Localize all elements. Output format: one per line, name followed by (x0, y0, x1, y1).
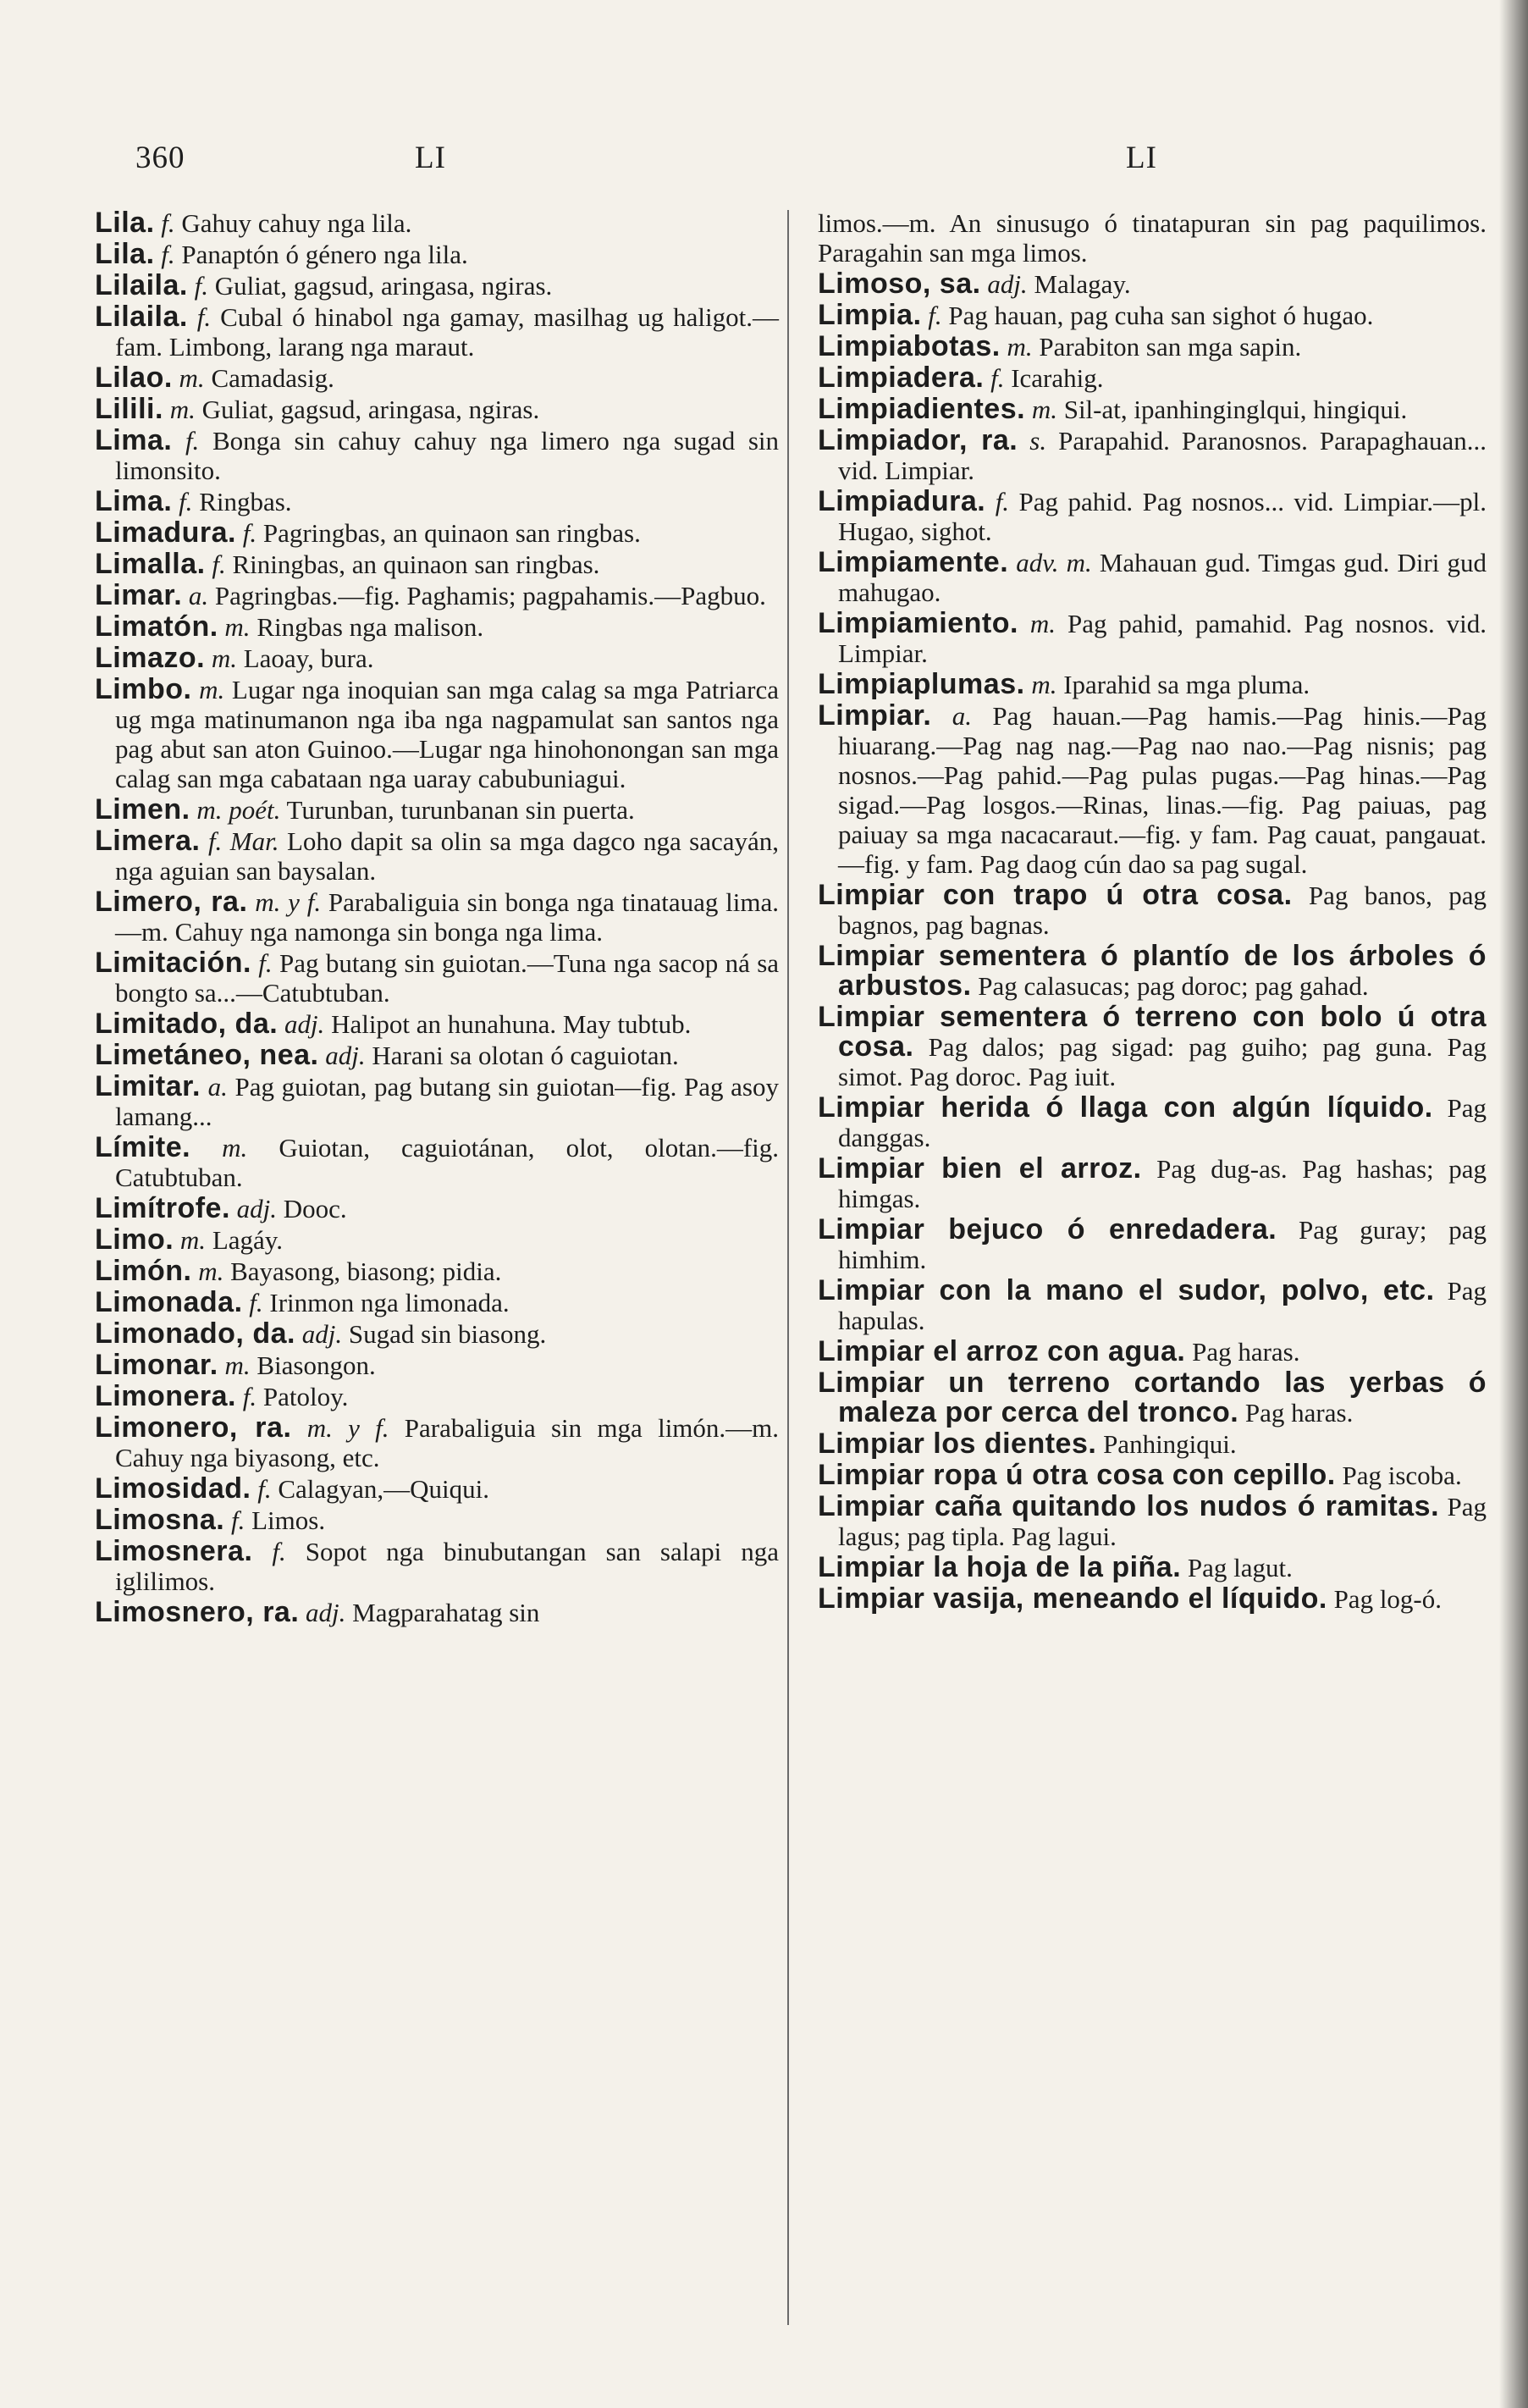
dictionary-entry (95, 826, 779, 886)
entry-headword: Limoso, sa. (818, 268, 981, 300)
dictionary-entry (95, 1319, 779, 1349)
dictionary-entry (95, 1133, 779, 1192)
entry-grammar-abbr: f. (185, 426, 200, 456)
dictionary-entry (95, 240, 779, 269)
entry-headword: Limen. (95, 793, 190, 826)
entry-definition: Pag hauan.—Pag hamis.—Pag hinis.—Pag hiuarang.—Pag nag nag.—Pag nao nao.—Pag nisnis; pag nosnos.—Pag pahid.—Pag pulas pugas.—Pag hinas.—Pag sigad.—Pag losgos.—Rinas, linas.—fig. Pag paiuas, pag paiuay sa mga nacacaraut.—fig. y fam. Pag cauat, pangauat.—fig. y fam. Pag daog cún dao sa pag sugal. (838, 701, 1487, 879)
entry-definition: Guliat, gagsud, aringasa, ngiras. (214, 271, 553, 301)
entry-headword: Lilaila. (95, 269, 188, 301)
entry-definition: Gahuy cahuy nga lila. (181, 208, 412, 238)
entry-headword: Limpiar con trapo ú otra cosa. (818, 879, 1293, 911)
entry-grammar-abbr: adj. (987, 269, 1028, 299)
entry-grammar-abbr: a. (952, 701, 972, 731)
entry-definition: Harani sa olotan ó caguiotan. (372, 1041, 679, 1070)
dictionary-entry (95, 550, 779, 579)
entry-definition: Pag haras. (1244, 1398, 1354, 1428)
entry-grammar-abbr: adj. (325, 1041, 366, 1070)
entry-definition: Pag haras. (1192, 1337, 1300, 1367)
entry-headword: Limpiabotas. (818, 330, 1001, 362)
entry-definition: Panhingiqui. (1103, 1429, 1237, 1459)
entry-headword: Limosna. (95, 1504, 225, 1536)
entry-definition: Pag pahid. Pag nosnos... vid. Limpiar.—pl. Hugao, sighot. (838, 487, 1487, 546)
entry-grammar-abbr: m. y f. (306, 1413, 389, 1443)
entry-headword: Limpiar un terreno cortando las yerbas ó maleza por cerca del tronco. (818, 1367, 1487, 1428)
entry-definition: Lagáy. (212, 1225, 284, 1255)
entry-definition: limos.—m. An sinusugo ó tinatapuran sin pag paquilimos. Paragahin san mga limos. (818, 208, 1487, 268)
entry-headword: Límite. (95, 1131, 191, 1163)
entry-grammar-abbr: f. (928, 301, 942, 330)
dictionary-entry (95, 1505, 779, 1535)
dictionary-entry (95, 1537, 779, 1596)
entry-definition: Mahauan gud. Timgas gud. Diri gud mahugao. (838, 548, 1487, 607)
entry-headword: Limitado, da. (95, 1008, 279, 1040)
entry-grammar-abbr: f. (231, 1505, 245, 1535)
entry-headword: Limonado, da. (95, 1317, 295, 1350)
dictionary-entry (95, 887, 779, 947)
entry-definition: Camadasig. (211, 363, 334, 393)
entry-headword: Limatón. (95, 610, 218, 643)
entry-grammar-abbr: m. (224, 1350, 251, 1380)
dictionary-entry (95, 948, 779, 1008)
entry-headword: Limalla. (95, 548, 206, 580)
entry-grammar-abbr: f. (161, 208, 175, 238)
dictionary-entry (95, 1350, 779, 1380)
entry-grammar-abbr: m. (1031, 670, 1057, 699)
right-column (818, 208, 1487, 1615)
entry-definition: Panaptón ó género nga lila. (181, 240, 468, 269)
page-edge-shadow (1499, 0, 1528, 2408)
entry-headword: Limpiar los dientes. (818, 1428, 1097, 1460)
entry-grammar-abbr: m. (211, 643, 237, 673)
entry-definition: Pag butang sin guiotan.—Tuna nga sacop ná sa bongto sa...—Catubtuban. (115, 948, 780, 1008)
entry-headword: Limpiar el arroz con agua. (818, 1335, 1186, 1367)
dictionary-entry (818, 208, 1487, 268)
entry-definition: Pag calasucas; pag doroc; pag gahad. (978, 971, 1369, 1001)
entry-definition: Magparahatag sin (352, 1598, 540, 1627)
entry-definition: Pagringbas, an quinaon san ringbas. (262, 518, 641, 548)
entry-definition: Halipot an hunahuna. May tubtub. (331, 1009, 692, 1039)
entry-definition: Pag dalos; pag sigad: pag guiho; pag guna. Pag simot. Pag doroc. Pag iuit. (838, 1032, 1487, 1091)
entry-definition: Pag pahid, pamahid. Pag nosnos. vid. Limpiar. (838, 609, 1487, 668)
entry-definition: Patoloy. (262, 1382, 349, 1411)
entry-definition: Parabiton san mga sapin. (1039, 332, 1302, 362)
entry-headword: Limonada. (95, 1286, 243, 1318)
entry-headword: Limpiar la hoja de la piña. (818, 1551, 1182, 1583)
entry-definition: Lugar nga inoquian san mga calag sa mga Patriarca ug mga matinumanon nga iba nga nagpamulat san santos nga pag abut san aton Guinoo.—Lugar nga hinohonongan san mga calag san mga cabataan nga uaray cabubuniagui. (115, 675, 779, 793)
entry-definition: Pag hauan, pag cuha san sighot ó hugao. (948, 301, 1374, 330)
entry-headword: Lima. (95, 485, 173, 517)
entry-grammar-abbr: f. (196, 302, 212, 332)
entry-grammar-abbr: f. Mar. (207, 826, 279, 856)
dictionary-entry (818, 548, 1487, 607)
entry-headword: Limitar. (95, 1070, 201, 1102)
entry-headword: Limpiadientes. (818, 393, 1026, 425)
entry-grammar-abbr: f. (161, 240, 175, 269)
entry-definition: Pagringbas.—fig. Paghamis; pagpahamis.—Pagbuo. (214, 581, 766, 610)
dictionary-entry (95, 487, 779, 516)
entry-definition: Icarahig. (1011, 363, 1104, 393)
entry-definition: Irinmon nga limonada. (269, 1288, 510, 1317)
entry-definition: Pag lagus; pag tipla. Pag lagui. (838, 1492, 1487, 1551)
dictionary-entry (818, 1154, 1487, 1213)
dictionary-entry (818, 487, 1487, 546)
entry-definition: Loho dapit sa olin sa mga dagco nga sacayán, nga aguian san baysalan. (115, 826, 780, 886)
dictionary-entry (95, 395, 779, 424)
entry-grammar-abbr: s. (1029, 426, 1047, 456)
page-header (0, 140, 1528, 191)
entry-grammar-abbr: m. (179, 363, 205, 393)
entry-definition: Limos. (251, 1505, 326, 1535)
entry-headword: Limosidad. (95, 1472, 251, 1505)
entry-headword: Lilao. (95, 362, 173, 394)
dictionary-entry (818, 609, 1487, 668)
entry-grammar-abbr: f. (995, 487, 1010, 516)
entry-definition: Pag hapulas. (838, 1276, 1487, 1335)
entry-grammar-abbr: m. (224, 612, 251, 642)
left-running-head: LI (415, 141, 446, 175)
entry-headword: Limpiamiento. (818, 607, 1018, 639)
dictionary-entry (818, 1584, 1487, 1614)
entry-grammar-abbr: m. (199, 675, 225, 704)
entry-definition: Riningbas, an quinaon san ringbas. (232, 550, 600, 579)
entry-grammar-abbr: adj. (301, 1319, 343, 1349)
entry-headword: Limpiamente. (818, 546, 1009, 578)
entry-definition: Parabaliguia sin mga limón.—m. Cahuy nga biyasong, etc. (115, 1413, 780, 1472)
entry-headword: Lila. (95, 238, 155, 270)
dictionary-entry (818, 1429, 1487, 1459)
entry-grammar-abbr: m. (1007, 332, 1033, 362)
entry-headword: Lila. (95, 207, 155, 239)
dictionary-entry (95, 1382, 779, 1411)
entry-headword: Limpiar vasija, meneando el líquido. (818, 1582, 1327, 1615)
entry-headword: Limonera. (95, 1380, 236, 1412)
entry-definition: Parabaliguia sin bonga nga tinatauag lima.—m. Cahuy nga namonga sin bonga nga lima. (115, 887, 780, 947)
entry-grammar-abbr: m. y f. (255, 887, 322, 917)
dictionary-entry (818, 1276, 1487, 1335)
dictionary-entry (818, 363, 1487, 393)
entry-headword: Limosnero, ra. (95, 1596, 300, 1628)
dictionary-entry (95, 1009, 779, 1039)
entry-definition: Pag guray; pag himhim. (838, 1215, 1487, 1274)
entry-headword: Limpiar bien el arroz. (818, 1152, 1142, 1185)
entry-grammar-abbr: m. (169, 395, 196, 424)
dictionary-entry (818, 670, 1487, 699)
entry-definition: Laoay, bura. (243, 643, 374, 673)
entry-definition: Pag lagut. (1187, 1553, 1293, 1582)
entry-grammar-abbr: f. (194, 271, 208, 301)
entry-headword: Limadura. (95, 516, 236, 549)
dictionary-entry (95, 1194, 779, 1223)
entry-definition: Pag dug-as. Pag hashas; pag himgas. (838, 1154, 1487, 1213)
entry-headword: Limpiar herida ó llaga con algún líquido. (818, 1091, 1433, 1124)
dictionary-entry (818, 881, 1487, 940)
entry-headword: Limón. (95, 1255, 192, 1287)
entry-headword: Limonero, ra. (95, 1411, 292, 1444)
dictionary-entry (818, 426, 1487, 485)
entry-grammar-abbr: adj. (306, 1598, 346, 1627)
entry-grammar-abbr: m. (222, 1133, 248, 1163)
entry-grammar-abbr: f. (179, 487, 193, 516)
entry-headword: Limazo. (95, 642, 206, 674)
dictionary-entry (95, 581, 779, 610)
entry-headword: Limpiar. (818, 699, 932, 732)
entry-headword: Limpia. (818, 299, 922, 331)
entry-definition: Ringbas nga malison. (257, 612, 484, 642)
entry-headword: Lilili. (95, 393, 163, 425)
dictionary-entry (95, 208, 779, 238)
entry-definition: Pag iscoba. (1342, 1461, 1462, 1490)
dictionary-entry (95, 518, 779, 548)
entry-grammar-abbr: f. (258, 948, 273, 978)
dictionary-entry (818, 942, 1487, 1001)
entry-definition: Guiotan, caguiotánan, olot, olotan.—fig. Catubtuban. (115, 1133, 780, 1192)
entry-grammar-abbr: m. (1029, 609, 1056, 638)
entry-headword: Limonar. (95, 1349, 218, 1381)
dictionary-entry (95, 1288, 779, 1317)
entry-headword: Limpiar con la mano el sudor, polvo, etc. (818, 1274, 1435, 1306)
dictionary-entry (818, 1553, 1487, 1582)
entry-grammar-abbr: m. (198, 1256, 224, 1286)
dictionary-entry (95, 1225, 779, 1255)
entry-definition: Calagyan,—Quiqui. (278, 1474, 490, 1504)
entry-grammar-abbr: adj. (236, 1194, 278, 1223)
entry-grammar-abbr: f. (249, 1288, 263, 1317)
page-number: 360 (135, 141, 185, 175)
entry-grammar-abbr: f. (257, 1474, 272, 1504)
dictionary-entry (95, 1413, 779, 1472)
entry-grammar-abbr: a. (207, 1072, 228, 1102)
dictionary-entry (818, 1215, 1487, 1274)
dictionary-entry (818, 701, 1487, 879)
entry-definition: Pag banos, pag bagnos, pag bagnas. (838, 881, 1487, 940)
entry-headword: Limbo. (95, 673, 192, 705)
entry-grammar-abbr: f. (242, 518, 257, 548)
entry-grammar-abbr: m. poét. (196, 795, 281, 825)
dictionary-entry (818, 301, 1487, 330)
entry-definition: Dooc. (283, 1194, 347, 1223)
entry-headword: Limpiar sementera ó plantío de los árboles ó arbustos. (818, 940, 1487, 1002)
right-running-head: LI (1126, 141, 1157, 175)
entry-definition: Pag guiotan, pag butang sin guiotan—fig. Pag asoy lamang... (115, 1072, 779, 1131)
entry-grammar-abbr: adv. m. (1016, 548, 1092, 577)
dictionary-entry (95, 675, 779, 793)
entry-definition: Sil-at, ipanhinginglqui, hingiqui. (1063, 395, 1408, 424)
entry-definition: Iparahid sa mga pluma. (1063, 670, 1310, 699)
entry-definition: Turunban, turunbanan sin puerta. (286, 795, 635, 825)
dictionary-entry (818, 1002, 1487, 1091)
dictionary-entry (818, 269, 1487, 299)
dictionary-entry (95, 363, 779, 393)
dictionary-entry (818, 1492, 1487, 1551)
entry-grammar-abbr: f. (990, 363, 1005, 393)
dictionary-entry (818, 1093, 1487, 1152)
entry-grammar-abbr: m. (179, 1225, 207, 1255)
entry-definition: Ringbas. (199, 487, 292, 516)
entry-headword: Lilaila. (95, 301, 188, 333)
entry-definition: Bayasong, biasong; pidia. (230, 1256, 502, 1286)
dictionary-entry (95, 1256, 779, 1286)
dictionary-entry (95, 612, 779, 642)
entry-grammar-abbr: a. (188, 581, 209, 610)
entry-headword: Limo. (95, 1223, 174, 1256)
entry-grammar-abbr: f. (212, 550, 226, 579)
dictionary-entry (95, 1474, 779, 1504)
entry-headword: Limpiar bejuco ó enredadera. (818, 1213, 1277, 1245)
entry-definition: Cubal ó hinabol nga gamay, masilhag ug haligot.—fam. Limbong, larang nga maraut. (115, 302, 780, 362)
entry-headword: Limitación. (95, 947, 251, 979)
dictionary-entry (818, 1337, 1487, 1367)
dictionary-entry (95, 302, 779, 362)
dictionary-entry (818, 1368, 1487, 1428)
dictionary-entry (95, 271, 779, 301)
dictionary-entry (95, 795, 779, 825)
entry-definition: Bonga sin cahuy cahuy nga limero nga sugad sin limonsito. (115, 426, 780, 485)
entry-headword: Limpiar caña quitando los nudos ó ramitas. (818, 1490, 1440, 1522)
entry-headword: Limpiaplumas. (818, 668, 1025, 700)
entry-headword: Limpiador, ra. (818, 424, 1018, 456)
entry-grammar-abbr: f. (272, 1537, 286, 1566)
entry-definition: Sopot nga binubutangan san salapi nga iglilimos. (115, 1537, 780, 1596)
entry-definition: Pag danggas. (838, 1093, 1487, 1152)
entry-definition: Parapahid. Paranosnos. Parapaghauan... vid. Limpiar. (838, 426, 1487, 485)
entry-grammar-abbr: m. (1031, 395, 1057, 424)
dictionary-entry (95, 426, 779, 485)
entry-headword: Limpiar sementera ó terreno con bolo ú otra cosa. (818, 1001, 1487, 1063)
entry-headword: Limosnera. (95, 1535, 253, 1567)
dictionary-entry (818, 332, 1487, 362)
dictionary-entry (95, 1041, 779, 1070)
entry-headword: Limpiar ropa ú otra cosa con cepillo. (818, 1459, 1336, 1491)
dictionary-entry (818, 395, 1487, 424)
dictionary-entry (95, 643, 779, 673)
entry-headword: Limítrofe. (95, 1192, 230, 1224)
entry-headword: Limpiadera. (818, 362, 985, 394)
entry-definition: Guliat, gagsud, aringasa, ngiras. (201, 395, 540, 424)
entry-headword: Limar. (95, 579, 183, 611)
entry-headword: Lima. (95, 424, 173, 456)
entry-definition: Malagay. (1034, 269, 1131, 299)
entry-definition: Biasongon. (257, 1350, 376, 1380)
entry-grammar-abbr: adj. (284, 1009, 325, 1039)
entry-grammar-abbr: f. (242, 1382, 257, 1411)
dictionary-entry (95, 1598, 779, 1627)
entry-headword: Limera. (95, 825, 201, 857)
entry-headword: Limero, ra. (95, 886, 248, 918)
column-divider (787, 210, 789, 2325)
dictionary-entry (818, 1461, 1487, 1490)
dictionary-entry (95, 1072, 779, 1131)
entry-headword: Limpiadura. (818, 485, 986, 517)
entry-definition: Sugad sin biasong. (348, 1319, 547, 1349)
entry-definition: Pag log-ó. (1333, 1584, 1442, 1614)
left-column (95, 208, 779, 1629)
entry-headword: Limetáneo, nea. (95, 1039, 319, 1071)
